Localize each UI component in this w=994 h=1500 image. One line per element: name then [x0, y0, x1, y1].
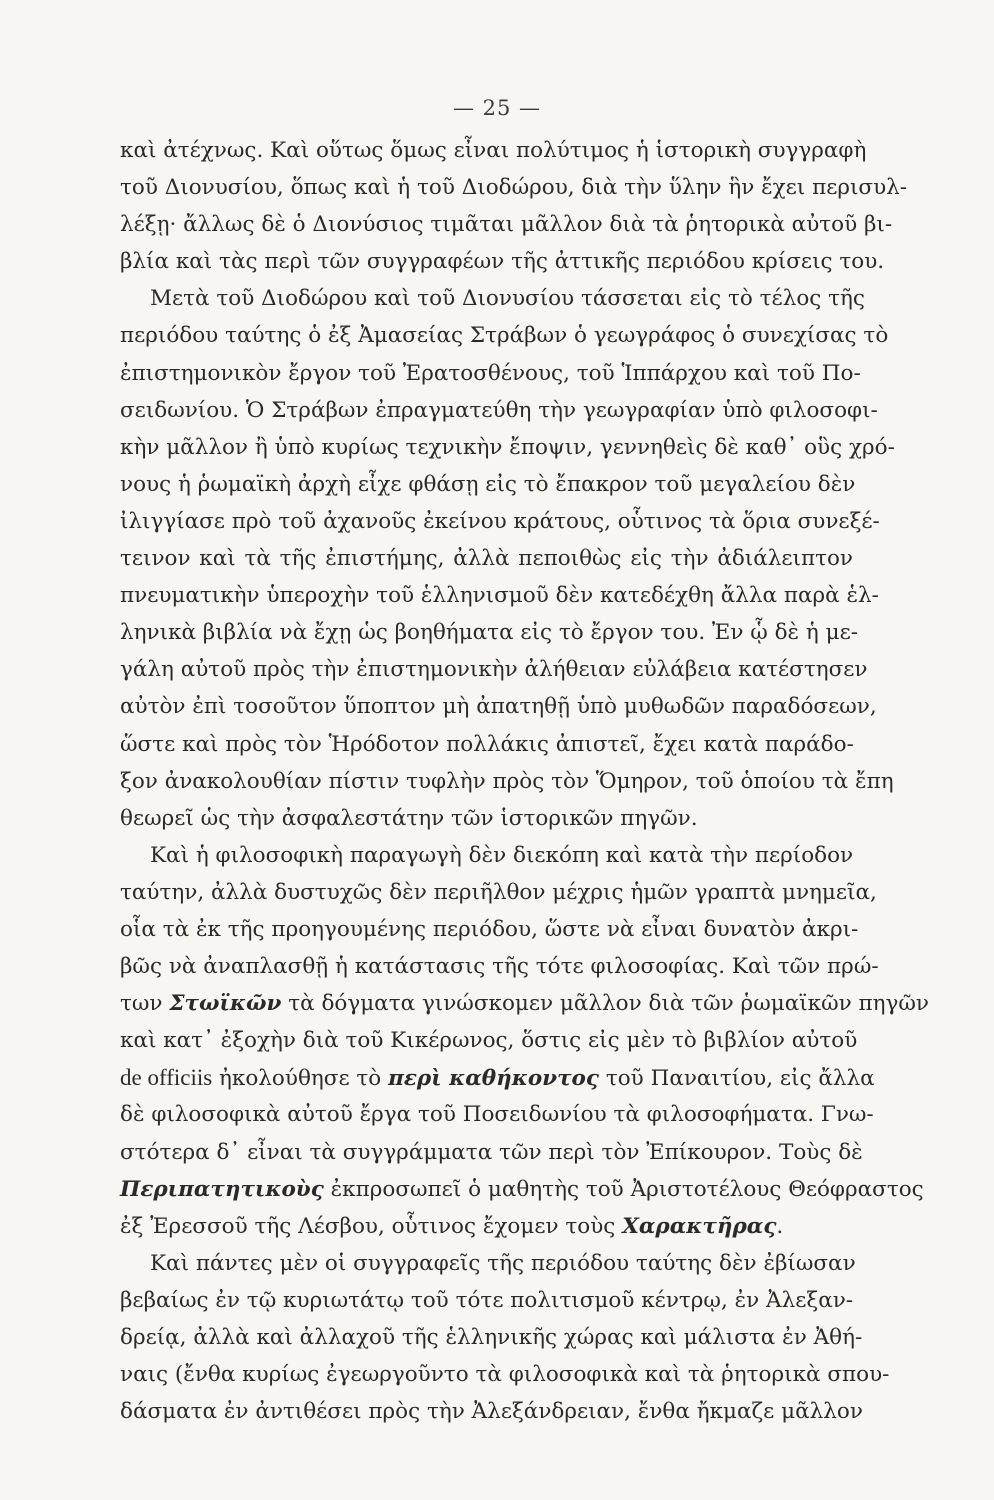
text-line: λέξῃ· ἄλλως δὲ ὁ Διονύσιος τιμᾶται μᾶλλον διὰ τὰ ῥητορικὰ αὐτοῦ βι- — [120, 212, 893, 238]
text-line: τεινον καὶ τὰ τῆς ἐπιστήμης, ἀλλὰ πεποιθὼς εἰς τὴν ἀδιάλειπτον — [120, 546, 853, 572]
text-line: δὲ φιλοσοφικὰ αὐτοῦ ἔργα τοῦ Ποσειδωνίου τὰ φιλοσοφήματα. Γνω- — [120, 1102, 874, 1128]
text-line: δάσματα ἐν ἀντιθέσει πρὸς τὴν Ἀλεξάνδρειαν, ἔνθα ἤκμαζε μᾶλλον — [120, 1399, 863, 1425]
text-line: περιόδου ταύτης ὁ ἐξ Ἀμασείας Στράβων ὁ γεωγράφος ὁ συνεχίσας τὸ — [120, 323, 889, 349]
text-line — [120, 1059, 875, 1096]
text-line: ὥστε καὶ πρὸς τὸν Ἡρόδοτον πολλάκις ἀπιστεῖ, ἔχει κατὰ παράδο- — [120, 731, 854, 757]
text-run: τὰ δόγματα γινώσκομεν μᾶλλον διὰ τῶν ῥωμαϊκῶν πηγῶν — [281, 991, 929, 1017]
text-line: βεβαίως ἐν τῷ κυριωτάτῳ τοῦ τότε πολιτισμοῦ κέντρῳ, ἐν Ἀλεξαν- — [120, 1287, 854, 1313]
text-run: τοῦ Παναιτίου, εἰς ἄλλα — [599, 1066, 875, 1092]
body-text — [120, 132, 929, 1430]
text-line: Καὶ ἡ φιλοσοφικὴ παραγωγὴ δὲν διεκόπη καὶ κατὰ τὴν περίοδον — [150, 842, 854, 868]
text-line: ναις (ἔνθα κυρίως ἐγεωργοῦντο τὰ φιλοσοφικὰ καὶ τὰ ῥητορικὰ σπου- — [120, 1362, 890, 1388]
text-line — [120, 1171, 924, 1208]
text-line: καὶ κατ᾽ ἐξοχὴν διὰ τοῦ Κικέρωνος, ὅστις εἰς μὲν τὸ βιβλίον αὐτοῦ — [120, 1028, 858, 1054]
text-line: Καὶ πάντες μὲν οἱ συγγραφεῖς τῆς περιόδου ταύτης δὲν ἐβίωσαν — [150, 1250, 856, 1276]
text-line: ξον ἀνακολουθίαν πίστιν τυφλὴν πρὸς τὸν Ὅμηρον, τοῦ ὁποίου τὰ ἔπη — [120, 768, 894, 794]
page-number: — 25 — — [452, 96, 542, 120]
text-line: ληνικὰ βιβλία νὰ ἔχῃ ὡς βοηθήματα εἰς τὸ ἔργον του. Ἐν ᾧ δὲ ἡ με- — [120, 620, 859, 646]
text-line: βλία καὶ τὰς περὶ τῶν συγγραφέων τῆς ἀττικῆς περιόδου κρίσεις του. — [120, 249, 885, 275]
text-line: σειδωνίου. Ὁ Στράβων ἐπραγματεύθη τὴν γεωγραφίαν ὑπὸ φιλοσοφι- — [120, 397, 878, 423]
emphasis-title: περὶ καθήκοντος — [388, 1066, 599, 1092]
emphasis-peripatetics: Περιπατητικοὺς — [120, 1176, 324, 1202]
text-line: οἷα τὰ ἐκ τῆς προηγουμένης περιόδου, ὥστε νὰ εἶναι δυνατὸν ἀκρι- — [120, 916, 859, 942]
text-run: ἐκπροσωπεῖ ὁ μαθητὴς τοῦ Ἀριστοτέλους Θεόφραστος — [323, 1176, 924, 1202]
text-line: καὶ ἀτέχνως. Καὶ οὕτως ὅμως εἶναι πολύτιμος ἡ ἱστορικὴ συγγραφὴ — [120, 138, 867, 163]
text-line — [120, 985, 929, 1022]
text-line: αὐτὸν ἐπὶ τοσοῦτον ὕποπτον μὴ ἀπατηθῇ ὑπὸ μυθωδῶν παραδόσεων, — [120, 694, 877, 720]
emphasis-stoics: Στωϊκῶν — [169, 991, 282, 1017]
text-line: Μετὰ τοῦ Διοδώρου καὶ τοῦ Διονυσίου τάσσεται εἰς τὸ τέλος τῆς — [150, 286, 865, 312]
text-run: ἐξ Ἐρεσσοῦ τῆς Λέσβου, οὗτινος ἔχομεν τοὺς — [120, 1213, 623, 1239]
text-line: ταύτην, ἀλλὰ δυστυχῶς δὲν περιῆλθον μέχρις ἡμῶν γραπτὰ μνημεῖα, — [120, 879, 877, 905]
text-line: νους ἡ ῥωμαϊκὴ ἀρχὴ εἶχε φθάσῃ εἰς τὸ ἔπακρον τοῦ μεγαλείου δὲν — [120, 471, 856, 497]
text-line: τοῦ Διονυσίου, ὅπως καὶ ἡ τοῦ Διοδώρου, διὰ τὴν ὕλην ἣν ἔχει περισυλ- — [120, 175, 908, 201]
text-line: δρείᾳ, ἀλλὰ καὶ ἀλλαχοῦ τῆς ἑλληνικῆς χώρας καὶ μάλιστα ἐν Ἀθή- — [120, 1325, 863, 1350]
emphasis-characters: Χαρακτῆρας — [622, 1213, 777, 1239]
text-run: των — [120, 991, 170, 1017]
text-line — [120, 1208, 853, 1245]
text-run: . — [776, 1213, 784, 1239]
text-line: στότερα δ᾽ εἶναι τὰ συγγράμματα τῶν περὶ τὸν Ἐπίκουρον. Τοὺς δὲ — [120, 1139, 863, 1165]
text-line: ἐπιστημονικὸν ἔργον τοῦ Ἐρατοσθένους, τοῦ Ἱππάρχου καὶ τοῦ Πο- — [120, 360, 861, 386]
latin-title: de officiis — [120, 1065, 213, 1091]
text-line: θεωρεῖ ὡς τὴν ἀσφαλεστάτην τῶν ἱστορικῶν πηγῶν. — [120, 805, 698, 831]
text-line: βῶς νὰ ἀναπλασθῇ ἡ κατάστασις τῆς τότε φιλοσοφίας. Καὶ τῶν πρώ- — [120, 954, 879, 980]
text-line: ἰλιγγίασε πρὸ τοῦ ἀχανοῦς ἐκείνου κράτους, οὗτινος τὰ ὅρια συνεξέ- — [120, 508, 880, 534]
text-line: πνευματικὴν ὑπεροχὴν τοῦ ἑλληνισμοῦ δὲν κατεδέχθη ἄλλα παρὰ ἑλ- — [120, 583, 879, 609]
text-line: κὴν μᾶλλον ἢ ὑπὸ κυρίως τεχνικὴν ἔποψιν, γεννηθεὶς δὲ καθ᾽ οὓς χρό- — [120, 434, 895, 460]
text-line: γάλη αὐτοῦ πρὸς τὴν ἐπιστημονικὴν ἀλήθειαν εὐλάβεια κατέστησεν — [120, 657, 868, 683]
text-run: ἠκολούθησε τὸ — [212, 1066, 389, 1092]
